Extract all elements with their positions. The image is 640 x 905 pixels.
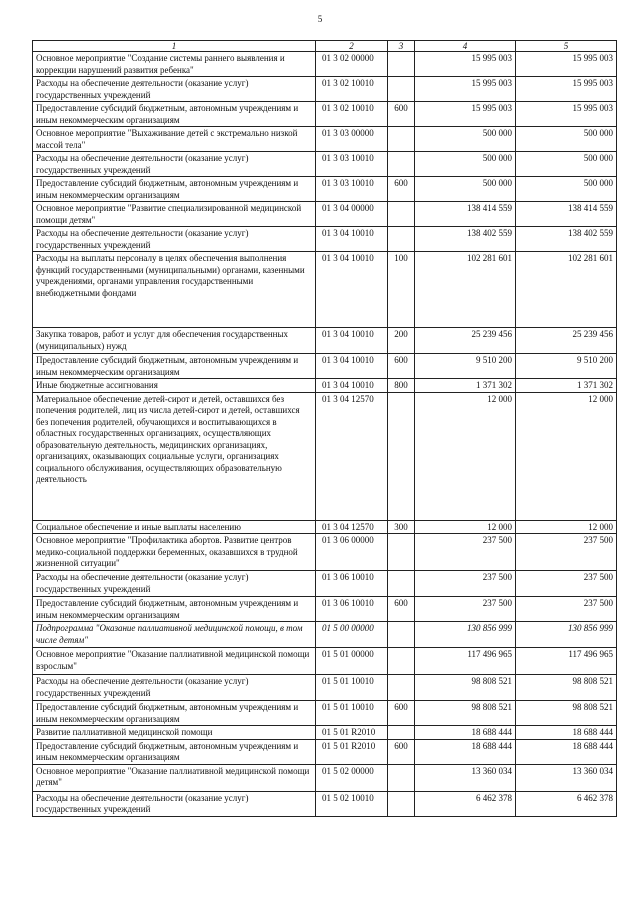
row-sum-year2-cell: 6 462 378 [516, 791, 617, 816]
row-name-cell: Расходы на обеспечение деятельности (оказание услуг) государственных учреждений [33, 571, 316, 597]
table-row [33, 202, 617, 227]
row-name-cell: Основное мероприятие "Развитие специализированной медицинской помощи детям" [33, 202, 316, 227]
row-sum-year2-cell: 1 371 302 [516, 379, 617, 393]
row-code-cell: 01 3 03 00000 [316, 127, 388, 152]
table-row [33, 701, 617, 726]
row-expense-type-cell: 600 [388, 354, 415, 379]
row-name-cell: Развитие паллиативной медицинской помощи [33, 726, 316, 740]
budget-table [32, 40, 617, 817]
page-number: 5 [317, 14, 323, 24]
row-sum-year2-cell: 138 414 559 [516, 202, 617, 227]
row-code-cell: 01 3 04 10010 [316, 379, 388, 393]
row-expense-type-cell [388, 227, 415, 252]
row-sum-year1-cell: 12 000 [415, 392, 516, 520]
row-name-cell: Предоставление субсидий бюджетным, автономным учреждениям и иным некоммерческим организациям [33, 701, 316, 726]
row-name-cell: Основное мероприятие "Профилактика абортов. Развитие центров медико-социальной поддержки беременных, оказавшихся в трудной жизненной ситуации" [33, 534, 316, 571]
row-name-cell: Расходы на обеспечение деятельности (оказание услуг) государственных учреждений [33, 152, 316, 177]
table-row [33, 648, 617, 675]
header-col-1: 1 [33, 41, 316, 52]
row-name-cell: Расходы на обеспечение деятельности (оказание услуг) государственных учреждений [33, 791, 316, 816]
row-expense-type-cell [388, 791, 415, 816]
row-name-cell: Расходы на обеспечение деятельности (оказание услуг) государственных учреждений [33, 77, 316, 102]
row-sum-year1-cell: 500 000 [415, 127, 516, 152]
row-sum-year1-cell: 98 808 521 [415, 675, 516, 701]
table-row [33, 177, 617, 202]
row-expense-type-cell: 100 [388, 252, 415, 328]
table-row [33, 597, 617, 622]
table-row [33, 252, 617, 328]
row-sum-year1-cell: 13 360 034 [415, 764, 516, 791]
row-name-cell: Основное мероприятие "Оказание паллиативной медицинской помощи взрослым" [33, 648, 316, 675]
table-row [33, 328, 617, 354]
row-sum-year1-cell: 138 414 559 [415, 202, 516, 227]
header-col-5: 5 [516, 41, 617, 52]
row-sum-year2-cell: 9 510 200 [516, 354, 617, 379]
row-code-cell: 01 3 04 12570 [316, 520, 388, 534]
row-sum-year2-cell: 15 995 003 [516, 77, 617, 102]
row-code-cell: 01 5 01 10010 [316, 675, 388, 701]
row-expense-type-cell: 300 [388, 520, 415, 534]
row-code-cell: 01 5 01 R2010 [316, 726, 388, 740]
row-code-cell: 01 3 06 10010 [316, 571, 388, 597]
header-col-3: 3 [388, 41, 415, 52]
table-row [33, 152, 617, 177]
row-expense-type-cell: 600 [388, 597, 415, 622]
row-code-cell: 01 5 02 00000 [316, 764, 388, 791]
row-sum-year2-cell: 15 995 003 [516, 52, 617, 77]
table-row [33, 379, 617, 393]
table-row [33, 520, 617, 534]
row-sum-year1-cell: 237 500 [415, 534, 516, 571]
row-sum-year1-cell: 237 500 [415, 571, 516, 597]
row-expense-type-cell [388, 202, 415, 227]
table-row [33, 675, 617, 701]
row-sum-year1-cell: 237 500 [415, 597, 516, 622]
row-sum-year1-cell: 15 995 003 [415, 77, 516, 102]
row-expense-type-cell [388, 392, 415, 520]
table-row [33, 791, 617, 816]
table-row [33, 739, 617, 764]
row-sum-year2-cell: 237 500 [516, 597, 617, 622]
row-code-cell: 01 3 03 10010 [316, 152, 388, 177]
row-expense-type-cell [388, 127, 415, 152]
table-row [33, 392, 617, 520]
row-sum-year1-cell: 500 000 [415, 177, 516, 202]
table-row [33, 764, 617, 791]
row-sum-year2-cell: 237 500 [516, 571, 617, 597]
row-expense-type-cell [388, 622, 415, 648]
row-name-cell: Основное мероприятие "Выхаживание детей с экстремально низкой массой тела" [33, 127, 316, 152]
table-row [33, 52, 617, 77]
row-sum-year2-cell: 98 808 521 [516, 675, 617, 701]
row-code-cell: 01 3 04 10010 [316, 354, 388, 379]
table-row [33, 227, 617, 252]
row-name-cell: Закупка товаров, работ и услуг для обеспечения государственных (муниципальных) нужд [33, 328, 316, 354]
row-sum-year1-cell: 130 856 999 [415, 622, 516, 648]
row-expense-type-cell [388, 571, 415, 597]
header-col-2: 2 [316, 41, 388, 52]
row-name-cell: Расходы на выплаты персоналу в целях обеспечения выполнения функций государственными (муниципальными) органами, казенными учреждениями, органами управления государственными внебюджетными фондами [33, 252, 316, 328]
table-row [33, 127, 617, 152]
row-code-cell: 01 3 04 10010 [316, 227, 388, 252]
row-name-cell: Основное мероприятие "Создание системы раннего выявления и коррекции нарушений развития ребенка" [33, 52, 316, 77]
row-expense-type-cell [388, 52, 415, 77]
row-code-cell: 01 5 01 10010 [316, 701, 388, 726]
row-code-cell: 01 3 02 10010 [316, 77, 388, 102]
row-sum-year1-cell: 117 496 965 [415, 648, 516, 675]
row-sum-year2-cell: 25 239 456 [516, 328, 617, 354]
row-sum-year2-cell: 500 000 [516, 152, 617, 177]
row-sum-year2-cell: 117 496 965 [516, 648, 617, 675]
row-name-cell: Предоставление субсидий бюджетным, автономным учреждениям и иным некоммерческим организациям [33, 739, 316, 764]
row-sum-year2-cell: 12 000 [516, 520, 617, 534]
row-code-cell: 01 3 02 10010 [316, 102, 388, 127]
row-sum-year1-cell: 25 239 456 [415, 328, 516, 354]
row-expense-type-cell [388, 534, 415, 571]
table-row [33, 102, 617, 127]
table-row [33, 726, 617, 740]
row-name-cell: Предоставление субсидий бюджетным, автономным учреждениям и иным некоммерческим организациям [33, 354, 316, 379]
row-sum-year1-cell: 138 402 559 [415, 227, 516, 252]
table-row [33, 622, 617, 648]
row-sum-year1-cell: 9 510 200 [415, 354, 516, 379]
row-expense-type-cell: 600 [388, 739, 415, 764]
row-code-cell: 01 3 03 10010 [316, 177, 388, 202]
table-row [33, 77, 617, 102]
row-name-cell: Социальное обеспечение и иные выплаты населению [33, 520, 316, 534]
row-code-cell: 01 3 06 10010 [316, 597, 388, 622]
row-sum-year2-cell: 98 808 521 [516, 701, 617, 726]
row-sum-year2-cell: 102 281 601 [516, 252, 617, 328]
row-sum-year1-cell: 15 995 003 [415, 102, 516, 127]
row-code-cell: 01 3 04 00000 [316, 202, 388, 227]
row-code-cell: 01 5 02 10010 [316, 791, 388, 816]
row-code-cell: 01 3 02 00000 [316, 52, 388, 77]
row-sum-year1-cell: 500 000 [415, 152, 516, 177]
row-expense-type-cell: 600 [388, 701, 415, 726]
row-sum-year2-cell: 13 360 034 [516, 764, 617, 791]
row-code-cell: 01 5 01 R2010 [316, 739, 388, 764]
row-code-cell: 01 5 00 00000 [316, 622, 388, 648]
row-sum-year1-cell: 18 688 444 [415, 739, 516, 764]
row-sum-year1-cell: 6 462 378 [415, 791, 516, 816]
row-name-cell: Предоставление субсидий бюджетным, автономным учреждениям и иным некоммерческим организациям [33, 102, 316, 127]
row-name-cell: Предоставление субсидий бюджетным, автономным учреждениям и иным некоммерческим организациям [33, 177, 316, 202]
row-name-cell: Основное мероприятие "Оказание паллиативной медицинской помощи детям" [33, 764, 316, 791]
row-sum-year1-cell: 98 808 521 [415, 701, 516, 726]
row-sum-year2-cell: 500 000 [516, 177, 617, 202]
row-sum-year2-cell: 237 500 [516, 534, 617, 571]
row-sum-year2-cell: 500 000 [516, 127, 617, 152]
header-col-4: 4 [415, 41, 516, 52]
table-row [33, 571, 617, 597]
row-name-cell: Расходы на обеспечение деятельности (оказание услуг) государственных учреждений [33, 227, 316, 252]
row-name-cell: Расходы на обеспечение деятельности (оказание услуг) государственных учреждений [33, 675, 316, 701]
row-expense-type-cell: 800 [388, 379, 415, 393]
budget-table-body [33, 41, 617, 817]
row-code-cell: 01 3 06 00000 [316, 534, 388, 571]
table-row [33, 354, 617, 379]
row-code-cell: 01 3 04 10010 [316, 252, 388, 328]
row-expense-type-cell: 600 [388, 177, 415, 202]
row-code-cell: 01 5 01 00000 [316, 648, 388, 675]
row-sum-year2-cell: 130 856 999 [516, 622, 617, 648]
row-expense-type-cell [388, 726, 415, 740]
row-expense-type-cell [388, 648, 415, 675]
row-name-cell: Предоставление субсидий бюджетным, автономным учреждениям и иным некоммерческим организациям [33, 597, 316, 622]
table-row [33, 534, 617, 571]
row-sum-year2-cell: 138 402 559 [516, 227, 617, 252]
row-sum-year1-cell: 12 000 [415, 520, 516, 534]
row-sum-year2-cell: 12 000 [516, 392, 617, 520]
row-sum-year1-cell: 15 995 003 [415, 52, 516, 77]
row-code-cell: 01 3 04 12570 [316, 392, 388, 520]
row-sum-year2-cell: 15 995 003 [516, 102, 617, 127]
row-name-cell: Материальное обеспечение детей-сирот и детей, оставшихся без попечения родителей, лиц из числа детей-сирот и детей, оставшихся без попечения родителей, обучающихся и воспитывающихся в областных государственных организациях, осуществляющих образовательную деятельность, медицинских организациях, организациях, оказывающих социальные услуги, организациях социального обслуживания, осуществляющих образовательную деятельность [33, 392, 316, 520]
row-expense-type-cell [388, 675, 415, 701]
row-expense-type-cell [388, 152, 415, 177]
row-sum-year1-cell: 102 281 601 [415, 252, 516, 328]
row-code-cell: 01 3 04 10010 [316, 328, 388, 354]
row-expense-type-cell [388, 764, 415, 791]
row-expense-type-cell [388, 77, 415, 102]
row-sum-year2-cell: 18 688 444 [516, 726, 617, 740]
row-sum-year2-cell: 18 688 444 [516, 739, 617, 764]
row-name-cell: Иные бюджетные ассигнования [33, 379, 316, 393]
row-sum-year1-cell: 18 688 444 [415, 726, 516, 740]
table-header-row [33, 41, 617, 52]
row-sum-year1-cell: 1 371 302 [415, 379, 516, 393]
row-expense-type-cell: 200 [388, 328, 415, 354]
row-name-cell: Подпрограмма "Оказание паллиативной медицинской помощи, в том числе детям" [33, 622, 316, 648]
row-expense-type-cell: 600 [388, 102, 415, 127]
